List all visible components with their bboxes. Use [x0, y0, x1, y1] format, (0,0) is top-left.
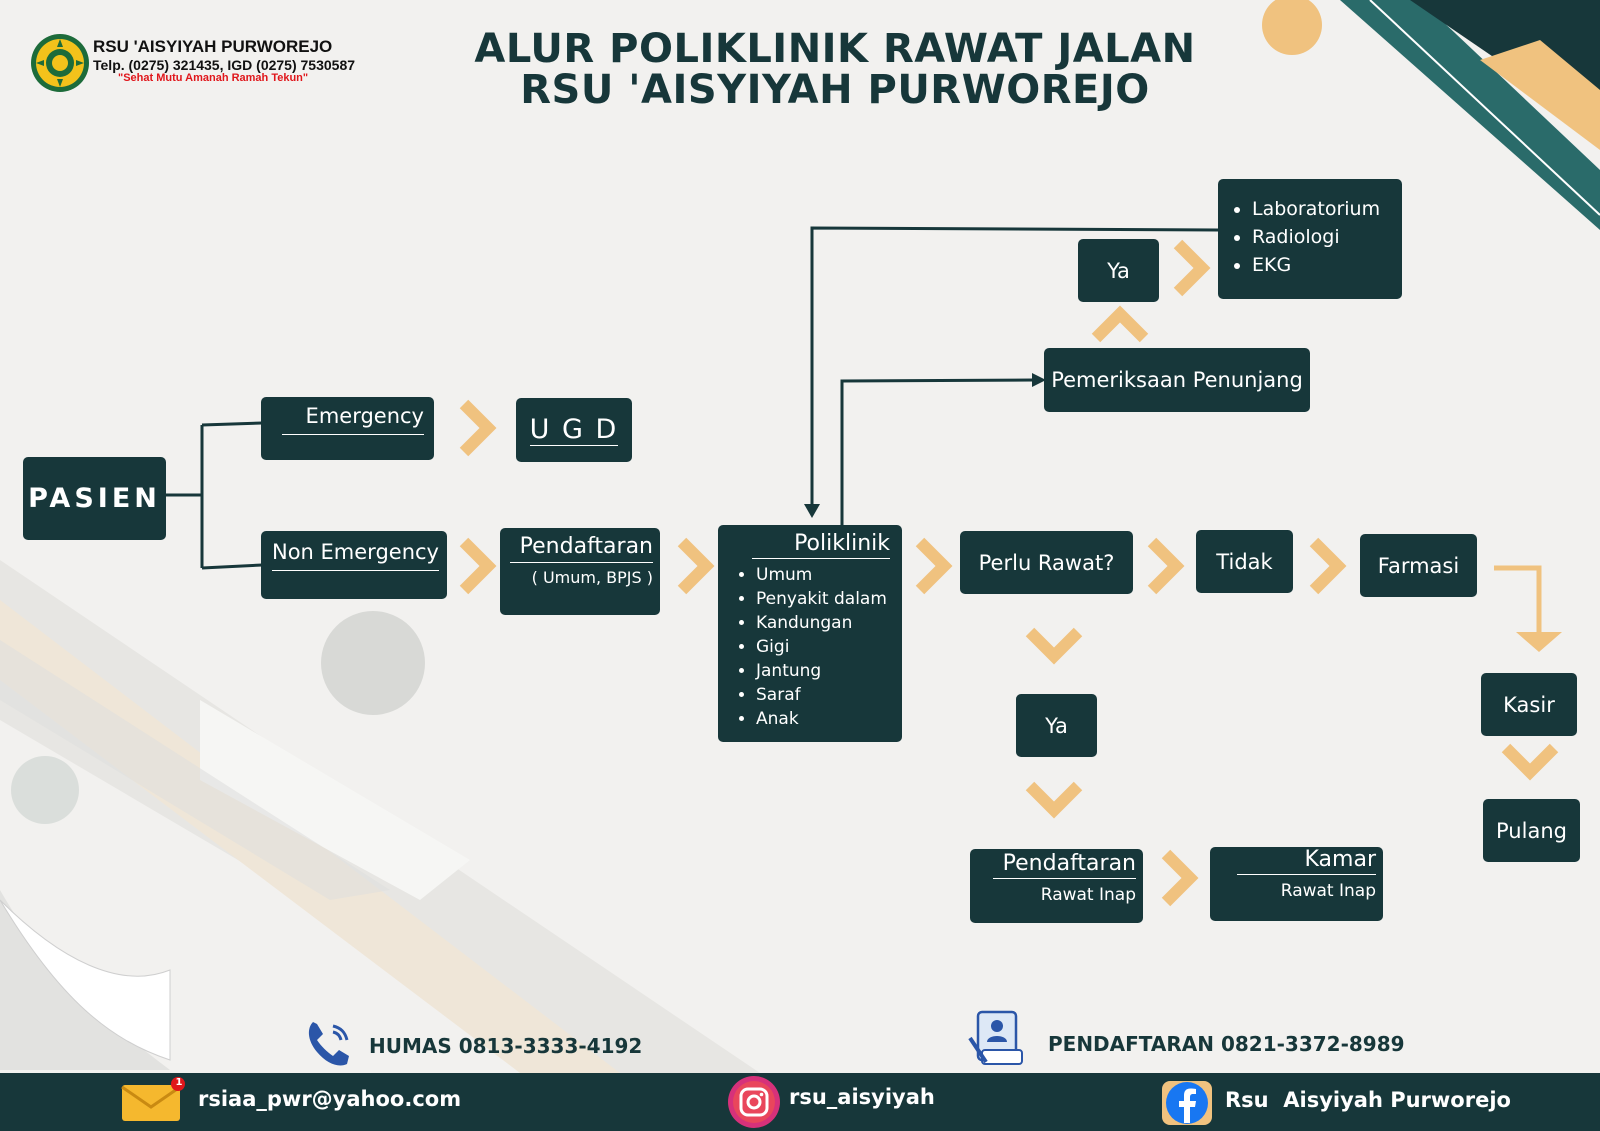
list-item: • Radiologi — [1252, 223, 1402, 251]
chevron-up-icon — [1090, 304, 1150, 344]
pemeriksaan-penunjang-box — [1044, 348, 1310, 412]
pendaftaran-rawat-inap-sublabel: Rawat Inap — [1040, 885, 1136, 905]
kamar-label: Kamar — [1237, 847, 1376, 875]
hospital-phone: Telp. (0275) 321435, IGD (0275) 7530587 — [93, 57, 356, 73]
penunjang-list — [1218, 195, 1402, 279]
chevron-right-icon — [1306, 536, 1350, 596]
tidak-label: Tidak — [1216, 549, 1273, 574]
chevron-down-icon — [1024, 780, 1084, 820]
pendaftaran-rawat-inap-box — [970, 849, 1143, 923]
perlu-rawat-label: Perlu Rawat? — [978, 550, 1115, 575]
emergency-box — [261, 397, 434, 460]
pulang-label: Pulang — [1496, 818, 1567, 843]
farmasi-box — [1360, 534, 1477, 597]
list-item: • Anak — [756, 707, 902, 731]
pendaftaran-sublabel: ( Umum, BPJS ) — [531, 568, 653, 587]
chevron-right-icon — [1158, 848, 1202, 908]
page-title-line2: RSU 'AISYIYAH PURWOREJO — [520, 67, 1150, 113]
list-item: • Laboratorium — [1252, 195, 1402, 223]
footer-email[interactable]: rsiaa_pwr@yahoo.com — [198, 1087, 462, 1111]
poliklinik-box — [718, 525, 902, 742]
tidak-box — [1196, 530, 1293, 593]
chevron-right-icon — [674, 536, 718, 596]
poliklinik-list — [718, 563, 902, 731]
pasien-label: PASIEN — [28, 483, 161, 514]
ya-bottom-label: Ya — [1045, 713, 1068, 738]
ya-top-box — [1078, 239, 1159, 302]
facebook-icon — [1160, 1075, 1214, 1129]
non-emergency-label: Non Emergency — [272, 540, 439, 571]
penunjang-list-box — [1218, 179, 1402, 299]
pulang-box — [1483, 799, 1580, 862]
instagram-icon — [727, 1075, 781, 1129]
chevron-right-icon — [1144, 536, 1188, 596]
list-item: • Saraf — [756, 683, 902, 707]
poliklinik-label: Poliklinik — [752, 531, 890, 559]
ugd-label: U G D — [529, 414, 619, 445]
emergency-label: Emergency — [282, 404, 424, 435]
registration-icon — [966, 1010, 1026, 1070]
footer-facebook[interactable]: Rsu Aisyiyah Purworejo — [1225, 1088, 1511, 1112]
pasien-box — [23, 457, 166, 540]
chevron-right-icon — [456, 398, 500, 458]
chevron-down-icon — [1500, 742, 1560, 782]
farmasi-label: Farmasi — [1377, 553, 1460, 578]
kamar-rawat-inap-box — [1210, 847, 1383, 921]
mail-badge: 1 — [175, 1077, 183, 1088]
chevron-right-icon — [1170, 238, 1214, 298]
kasir-box — [1481, 673, 1577, 736]
footer-instagram[interactable]: rsu_aisyiyah — [789, 1085, 935, 1109]
hospital-name: RSU 'AISYIYAH PURWOREJO — [93, 37, 333, 56]
list-item: • Penyakit dalam — [756, 587, 902, 611]
perlu-rawat-box — [960, 531, 1133, 594]
list-item: • Kandungan — [756, 611, 902, 635]
pendaftaran-contact: PENDAFTARAN 0821-3372-8989 — [1048, 1032, 1405, 1056]
pemeriksaan-penunjang-label: Pemeriksaan Penunjang — [1051, 368, 1303, 392]
chevron-down-icon — [1024, 626, 1084, 666]
kamar-sublabel: Rawat Inap — [1280, 881, 1376, 901]
phone-icon — [303, 1018, 355, 1070]
chevron-right-icon — [456, 536, 500, 596]
hospital-motto: "Sehat Mutu Amanah Ramah Tekun" — [118, 72, 309, 84]
pendaftaran-box — [500, 528, 660, 615]
list-item: • Gigi — [756, 635, 902, 659]
list-item: • Umum — [756, 563, 902, 587]
ya-top-label: Ya — [1107, 258, 1130, 283]
pendaftaran-label: Pendaftaran — [510, 534, 653, 563]
list-item: • EKG — [1252, 251, 1402, 279]
ya-bottom-box — [1016, 694, 1097, 757]
humas-contact: HUMAS 0813-3333-4192 — [369, 1034, 643, 1058]
kasir-label: Kasir — [1503, 692, 1555, 717]
list-item: • Jantung — [756, 659, 902, 683]
ugd-box — [516, 398, 632, 462]
page-title-line1: ALUR POLIKLINIK RAWAT JALAN — [474, 26, 1196, 72]
non-emergency-box — [261, 531, 447, 599]
pendaftaran-rawat-inap-label: Pendaftaran — [993, 851, 1136, 879]
chevron-right-icon — [912, 536, 956, 596]
